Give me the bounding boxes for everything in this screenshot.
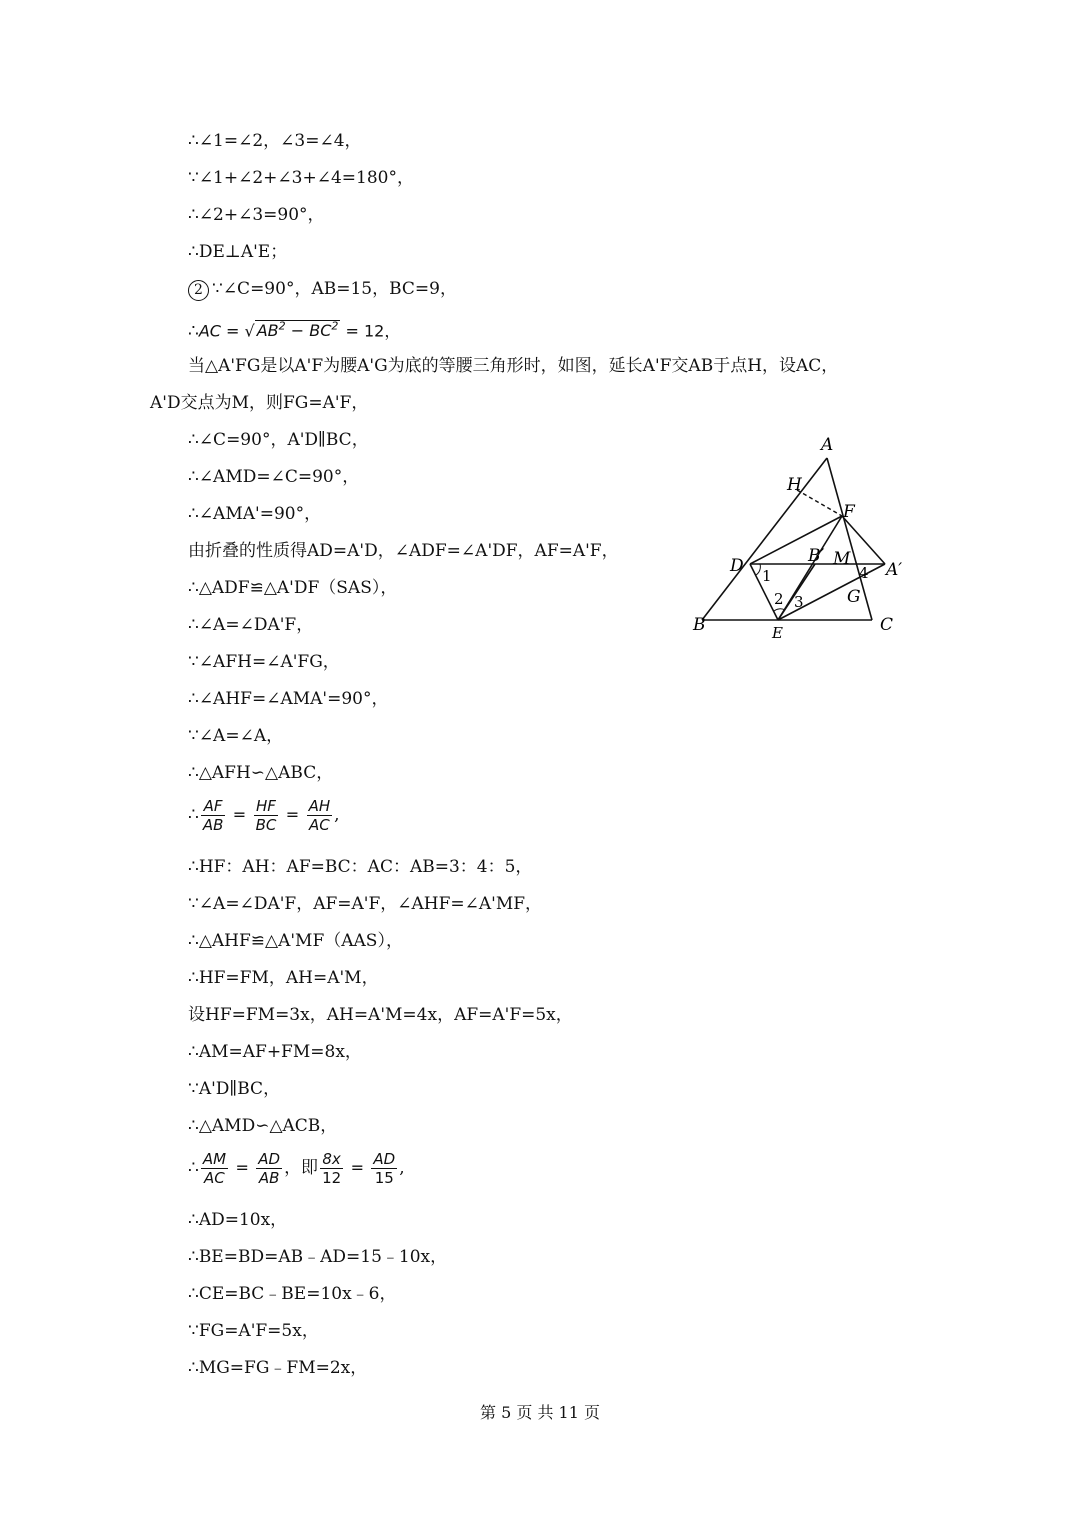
frac-den: BC: [255, 816, 277, 834]
label-a: A: [821, 435, 834, 455]
line-ratio-1: [188, 797, 340, 834]
line-17: ∴△AFH∽△ABC，: [188, 763, 334, 783]
segment-hf-dashed: [797, 490, 842, 516]
line-2: ∵∠1+∠2+∠3+∠4=180°，: [188, 168, 414, 188]
therefore-symbol: ∴: [188, 805, 199, 825]
label-b: B: [693, 615, 706, 635]
angle-arc-1: [756, 564, 760, 575]
equals-sign: =: [285, 805, 300, 824]
exp-2: 2: [331, 320, 339, 333]
fraction-am-ac: [201, 1150, 228, 1187]
minus-sign: −: [285, 321, 310, 341]
frac-den: AB: [258, 1169, 280, 1187]
line-8: ∴∠C=90°，A'D∥BC，: [188, 430, 369, 450]
label-c: C: [880, 615, 894, 635]
equals-sign: =: [232, 805, 247, 824]
line-20: ∴△AHF≌△A'MF（AAS），: [188, 931, 403, 951]
segment-ab: [702, 458, 827, 620]
frac-num: AD: [373, 1150, 396, 1168]
line-10: ∴∠AMA'=90°，: [188, 504, 322, 524]
frac-num: HF: [254, 797, 279, 816]
line-18: ∴HF：AH：AF=BC：AC：AB=3：4：5，: [188, 857, 533, 877]
line-29: ∵FG=A'F=5x，: [188, 1321, 319, 1341]
line-24: ∵A'D∥BC，: [188, 1079, 281, 1099]
label-a-prime: A′: [886, 560, 903, 580]
segment-eb-prime: [778, 564, 815, 620]
frac-den: 12: [322, 1169, 342, 1187]
line-23: ∴AM=AF+FM=8x，: [188, 1042, 362, 1062]
line-30: ∴MG=FG﹣FM=2x，: [188, 1358, 368, 1378]
line-28: ∴CE=BC﹣BE=10x﹣6，: [188, 1284, 397, 1304]
ac-rhs: = 12，: [340, 321, 401, 341]
line-27: ∴BE=BD=AB﹣AD=15﹣10x，: [188, 1247, 448, 1267]
fraction-8x-12: [320, 1150, 343, 1187]
geometry-figure: [690, 430, 920, 645]
line-7: A'D交点为M，则FG=A'F，: [150, 393, 369, 413]
fraction-af-ab: [201, 797, 226, 834]
line-5-text: ∵∠C=90°，AB=15，BC=9，: [212, 279, 457, 299]
line-11: 由折叠的性质得AD=A'D，∠ADF=∠A'DF，AF=A'F，: [188, 541, 619, 561]
equals-sign: =: [235, 1158, 249, 1177]
radicand: [255, 320, 341, 340]
label-m: M: [833, 549, 851, 569]
label-angle-4: 4: [859, 564, 869, 582]
radicand-bc: BC: [309, 321, 332, 341]
fraction-ad-15: [371, 1150, 397, 1187]
page-footer: 第 5 页 共 11 页: [480, 1403, 600, 1422]
frac-den: AB: [202, 816, 224, 834]
line-15: ∴∠AHF=∠AMA'=90°，: [188, 689, 389, 709]
line-9: ∴∠AMD=∠C=90°，: [188, 467, 360, 487]
line-12: ∴△ADF≌△A'DF（SAS），: [188, 578, 398, 598]
frac-num: AH: [308, 797, 331, 815]
fraction-ah-ac: [307, 797, 333, 834]
line-1: ∴∠1=∠2，∠3=∠4，: [188, 131, 362, 151]
circled-number: 2: [188, 280, 209, 301]
line-16: ∵∠A=∠A，: [188, 726, 284, 746]
line-13: ∴∠A=∠DA'F，: [188, 615, 314, 635]
equals-sign: =: [350, 1158, 364, 1177]
line-25: ∴△AMD∽△ACB，: [188, 1116, 338, 1136]
line-5: [188, 278, 457, 301]
therefore-symbol: ∴: [188, 321, 199, 342]
comma: ,: [399, 1158, 405, 1178]
line-4: ∴DE⊥A'E；: [188, 242, 288, 262]
line-21: ∴HF=FM，AH=A'M，: [188, 968, 379, 988]
fraction-hf-bc: [254, 797, 279, 834]
ac-lhs: AC =: [198, 321, 245, 341]
sqrt-sign: √: [244, 321, 255, 341]
line-22: 设HF=FM=3x，AH=A'M=4x，AF=A'F=5x，: [188, 1005, 573, 1025]
label-d: D: [730, 556, 744, 576]
frac-num: AF: [201, 797, 226, 816]
label-angle-2: 2: [774, 590, 784, 608]
label-e: E: [772, 624, 783, 642]
frac-den: AC: [308, 816, 330, 834]
ie-text: ，即: [284, 1158, 319, 1178]
line-19: ∵∠A=∠DA'F，AF=A'F，∠AHF=∠A'MF，: [188, 894, 543, 914]
frac-num: 8x: [320, 1150, 343, 1169]
frac-den: 15: [374, 1169, 394, 1187]
line-6: 当△A'FG是以A'F为腰A'G为底的等腰三角形时，如图，延长A'F交AB于点H，设AC，: [188, 356, 839, 376]
label-f: F: [843, 502, 855, 522]
line-3: ∴∠2+∠3=90°，: [188, 205, 325, 225]
therefore-symbol: ∴: [188, 1158, 199, 1178]
radicand-ab: AB: [256, 321, 279, 341]
fraction-ad-ab: [256, 1150, 282, 1187]
label-angle-1: 1: [762, 567, 772, 585]
line-26: ∴AD=10x，: [188, 1210, 288, 1230]
label-g: G: [847, 587, 861, 607]
frac-num: AM: [202, 1150, 227, 1168]
exp-1: 2: [278, 320, 286, 333]
line-ac-equation: [188, 316, 400, 342]
label-b-prime: B′: [808, 546, 825, 566]
label-angle-3: 3: [794, 593, 804, 611]
frac-num: AD: [258, 1150, 281, 1168]
frac-den: AC: [204, 1169, 225, 1187]
label-h: H: [787, 475, 802, 495]
line-14: ∵∠AFH=∠A'FG，: [188, 652, 340, 672]
line-ratio-2: [188, 1150, 405, 1187]
comma: ,: [334, 805, 340, 825]
